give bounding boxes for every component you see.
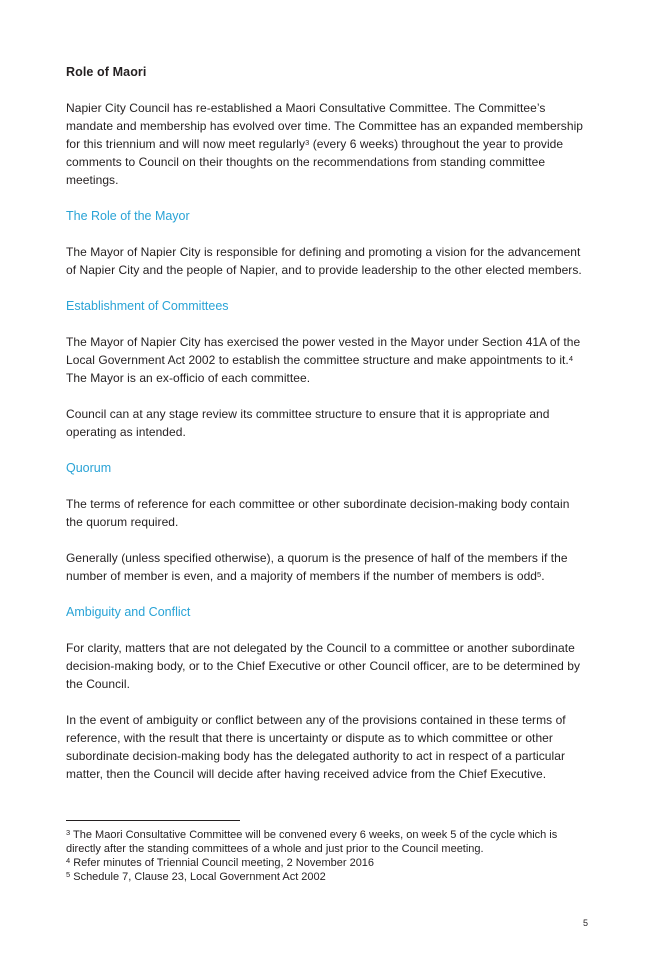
footnote-text: The Maori Consultative Committee will be convened every 6 weeks, on week 5 of the cycle which is directly after the standing committees of a whole and just prior to the Council meeting. — [66, 829, 558, 855]
footnote-5 — [66, 870, 586, 884]
footnote-text: Schedule 7, Clause 23, Local Government Act 2002 — [70, 871, 326, 883]
footnote-3 — [66, 828, 586, 856]
footnote-ref-3: 3 — [305, 138, 310, 147]
footnotes — [66, 828, 586, 884]
paragraph-quorum-1: The terms of reference for each committee or other subordinate decision-making body contain the quorum required. — [66, 497, 570, 529]
paragraph-text: . — [541, 569, 545, 583]
paragraph-text: Napier City Council has re-established a Maori Consultative Committee. The Committee’s mandate and membership has evolved over time. The Committee has an expanded membership for this triennium and will now meet regularly — [66, 101, 584, 151]
paragraph-ambiguity-2: In the event of ambiguity or conflict between any of the provisions contained in these terms of reference, with the result that there is uncertainty or dispute as to which committee or other subordinate decision-making body has the delegated authority to act in respect of a particular matter, then the Council will decide after having received advice from the Chief Executive. — [66, 713, 566, 781]
heading-role-of-maori: Role of Maori — [66, 65, 147, 79]
footnote-divider — [66, 820, 240, 821]
footnote-mark: 5 — [66, 870, 71, 879]
document-page — [66, 63, 586, 801]
footnote-mark: 4 — [66, 856, 71, 865]
heading-ambiguity-and-conflict: Ambiguity and Conflict — [66, 605, 191, 619]
paragraph-text: The Mayor is an ex-officio of each committee. — [66, 371, 311, 385]
paragraph-role-of-mayor: The Mayor of Napier City is responsible for defining and promoting a vision for the advancement of Napier City and the people of Napier, and to provide leadership to the other elected members. — [66, 245, 582, 277]
paragraph-ambiguity-1: For clarity, matters that are not delegated by the Council to a committee or another subordinate decision-making body, or to the Chief Executive or other Council officer, are to be determined by the Council. — [66, 641, 581, 691]
paragraph-committees-2: Council can at any stage review its committee structure to ensure that it is appropriate and operating as intended. — [66, 407, 550, 439]
heading-establishment-of-committees: Establishment of Committees — [66, 299, 229, 313]
heading-role-of-mayor: The Role of the Mayor — [66, 209, 190, 223]
paragraph-role-of-maori — [66, 99, 586, 189]
footnote-ref-4: 4 — [568, 354, 574, 363]
heading-quorum: Quorum — [66, 461, 112, 475]
paragraph-quorum-2 — [66, 549, 586, 585]
footnote-mark: 3 — [66, 828, 71, 837]
paragraph-text: The Mayor of Napier City has exercised the power vested in the Mayor under Section 41A of the Local Government Act 2002 to establish the committee structure and make appointments to it. — [66, 335, 581, 367]
paragraph-committees-1 — [66, 333, 586, 387]
footnote-ref-5: 5 — [537, 570, 542, 579]
page-number: 5 — [583, 918, 589, 928]
footnote-text: Refer minutes of Triennial Council meeting, 2 November 2016 — [70, 857, 375, 869]
paragraph-text: Generally (unless specified otherwise), a quorum is the presence of half of the members if the number of member is even, and a majority of members if the number of members is odd — [66, 551, 568, 583]
paragraph-text: (every 6 weeks) throughout the year to provide comments to Council on their thoughts on the recommendations from standing committee meetings. — [66, 137, 564, 187]
footnote-4 — [66, 856, 586, 870]
